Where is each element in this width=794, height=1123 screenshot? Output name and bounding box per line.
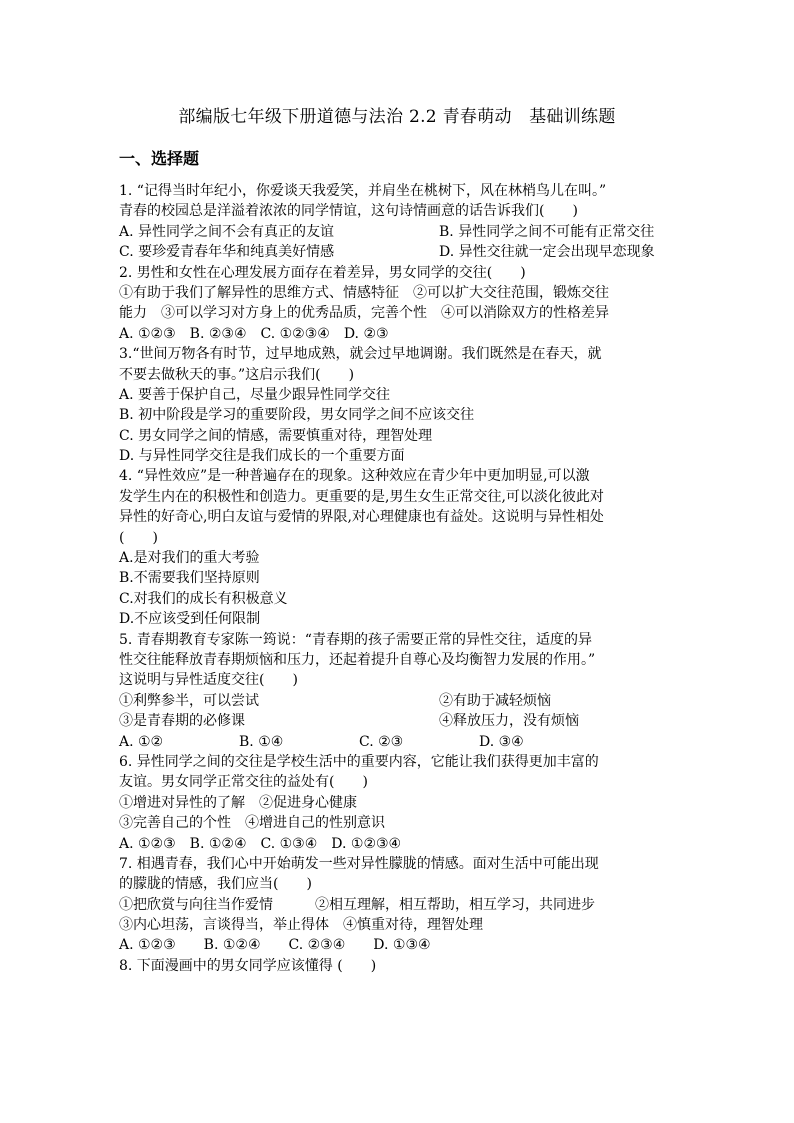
question-stem: 6. 异性同学之间的交往是学校生活中的重要内容，它能让我们获得更加丰富的 (119, 753, 599, 770)
question-stem: 7. 相遇青春，我们心中开始萌发一些对异性朦胧的情感。面对生活中可能出现 (119, 855, 599, 872)
statement-4: ④释放压力，没有烦恼 (439, 713, 579, 730)
question-stem: 3.“世间万物各有时节，过早地成熟，就会过早地调谢。我们既然是在春天，就 (119, 346, 602, 363)
statement-line: 能力 ③可以学习对方身上的优秀品质，完善个性 ④可以消除双方的性格差异 (119, 305, 609, 322)
statement-row (119, 691, 679, 711)
option-row: A. ①②③ B. ②③④ C. ①②③④ D. ②③ (119, 325, 389, 342)
question-stem: ( ) (119, 529, 158, 546)
question-stem: 异性的好奇心,明白友谊与爱情的界限,对心理健康也有益处。这说明与异性相处 (119, 509, 604, 526)
statement-row (119, 711, 679, 731)
option-c: C. 要珍爱青春年华和纯真美好情感 (119, 244, 335, 261)
question-stem: 友谊。男女同学正常交往的益处有( ) (119, 774, 368, 791)
question-list (119, 181, 679, 976)
question-3 (119, 344, 679, 466)
question-stem: 发学生内在的积极性和创造力。更重要的是,男生女生正常交往,可以淡化彼此对 (119, 488, 604, 505)
document-title: 部编版七年级下册道德与法治 2.2 青春萌动 基础训练题 (178, 107, 616, 127)
question-8 (119, 956, 679, 976)
question-stem: 1. “记得当时年纪小，你爱谈天我爱笑，并肩坐在桃树下，风在林梢鸟儿在叫。” (119, 183, 607, 199)
question-7 (119, 854, 679, 956)
option-d: D. 与异性同学交往是我们成长的一个重要方面 (119, 448, 405, 465)
question-stem: 5. 青春期教育专家陈一筠说：“青春期的孩子需要正常的异性交往，适度的异 (119, 631, 592, 648)
option-d: D. 异性交往就一定会出现早恋现象 (439, 244, 655, 261)
option-row (119, 242, 679, 262)
statement-line: ③内心坦荡，言谈得当，举止得体 ④慎重对待，理智处理 (119, 917, 483, 934)
option-a: A. 要善于保护自己，尽量少跟异性同学交往 (119, 386, 391, 403)
option-a: A.是对我们的重大考验 (119, 550, 260, 567)
statement-1: ①利弊参半，可以尝试 (119, 692, 259, 709)
option-b: B.不需要我们坚持原则 (119, 570, 260, 587)
statement-line: ①把欣赏与向往当作爱情 ②相互理解，相互帮助，相互学习，共同进步 (119, 896, 595, 913)
question-4 (119, 466, 679, 629)
question-stem: 青春的校园总是洋溢着浓浓的同学情谊，这句诗情画意的话告诉我们( ) (119, 203, 578, 220)
option-c: C. 男女同学之间的情感，需要慎重对待，理智处理 (119, 427, 433, 444)
statement-line: ①有助于我们了解异性的思维方式、情感特征 ②可以扩大交往范围，锻炼交往 (119, 284, 609, 301)
option-d: D.不应该受到任何限制 (119, 611, 261, 628)
question-stem: 2. 男性和女性在心理发展方面存在着差异，男女同学的交往( ) (119, 264, 526, 281)
option-row (119, 222, 679, 242)
question-stem: 的朦胧的情感，我们应当( ) (119, 876, 312, 893)
option-a: A. 异性同学之间不会有真正的友谊 (119, 223, 335, 240)
option-row: A. ①②③ B. ①②④ C. ①③④ D. ①②③④ (119, 835, 402, 852)
statement-line: ①增进对异性的了解 ②促进身心健康 (119, 794, 357, 811)
option-a: A. ①② (119, 733, 164, 750)
statement-3: ③是青春期的必修课 (119, 713, 245, 730)
statement-2: ②有助于减轻烦恼 (439, 692, 551, 709)
question-6 (119, 752, 679, 854)
option-row: A. ①②③ B. ①②④ C. ②③④ D. ①③④ (119, 937, 431, 954)
question-stem: 4. “异性效应”是一种普遍存在的现象。这种效应在青少年中更加明显,可以激 (119, 468, 590, 485)
section-heading: 一、选择题 (119, 149, 200, 168)
option-c: C. ②③ (359, 733, 404, 750)
question-stem: 不要去做秋天的事。”这启示我们( ) (119, 366, 355, 383)
question-2 (119, 263, 679, 345)
option-b: B. ①④ (239, 733, 284, 750)
question-stem: 性交往能释放青春期烦恼和压力，还起着提升自尊心及均衡智力发展的作用。” (119, 651, 596, 668)
option-b: B. 初中阶段是学习的重要阶段，男女同学之间不应该交往 (119, 407, 475, 424)
option-c: C.对我们的成长有积极意义 (119, 590, 288, 607)
question-stem: 8. 下面漫画中的男女同学应该懂得 ( ) (119, 957, 377, 974)
question-1 (119, 181, 679, 263)
statement-line: ③完善自己的个性 ④增进自己的性别意识 (119, 815, 385, 832)
question-stem: 这说明与异性适度交往( ) (119, 672, 298, 689)
option-d: D. ③④ (479, 733, 524, 750)
question-5 (119, 630, 679, 752)
option-b: B. 异性同学之间不可能有正常交往 (439, 223, 655, 240)
option-row (119, 732, 679, 752)
